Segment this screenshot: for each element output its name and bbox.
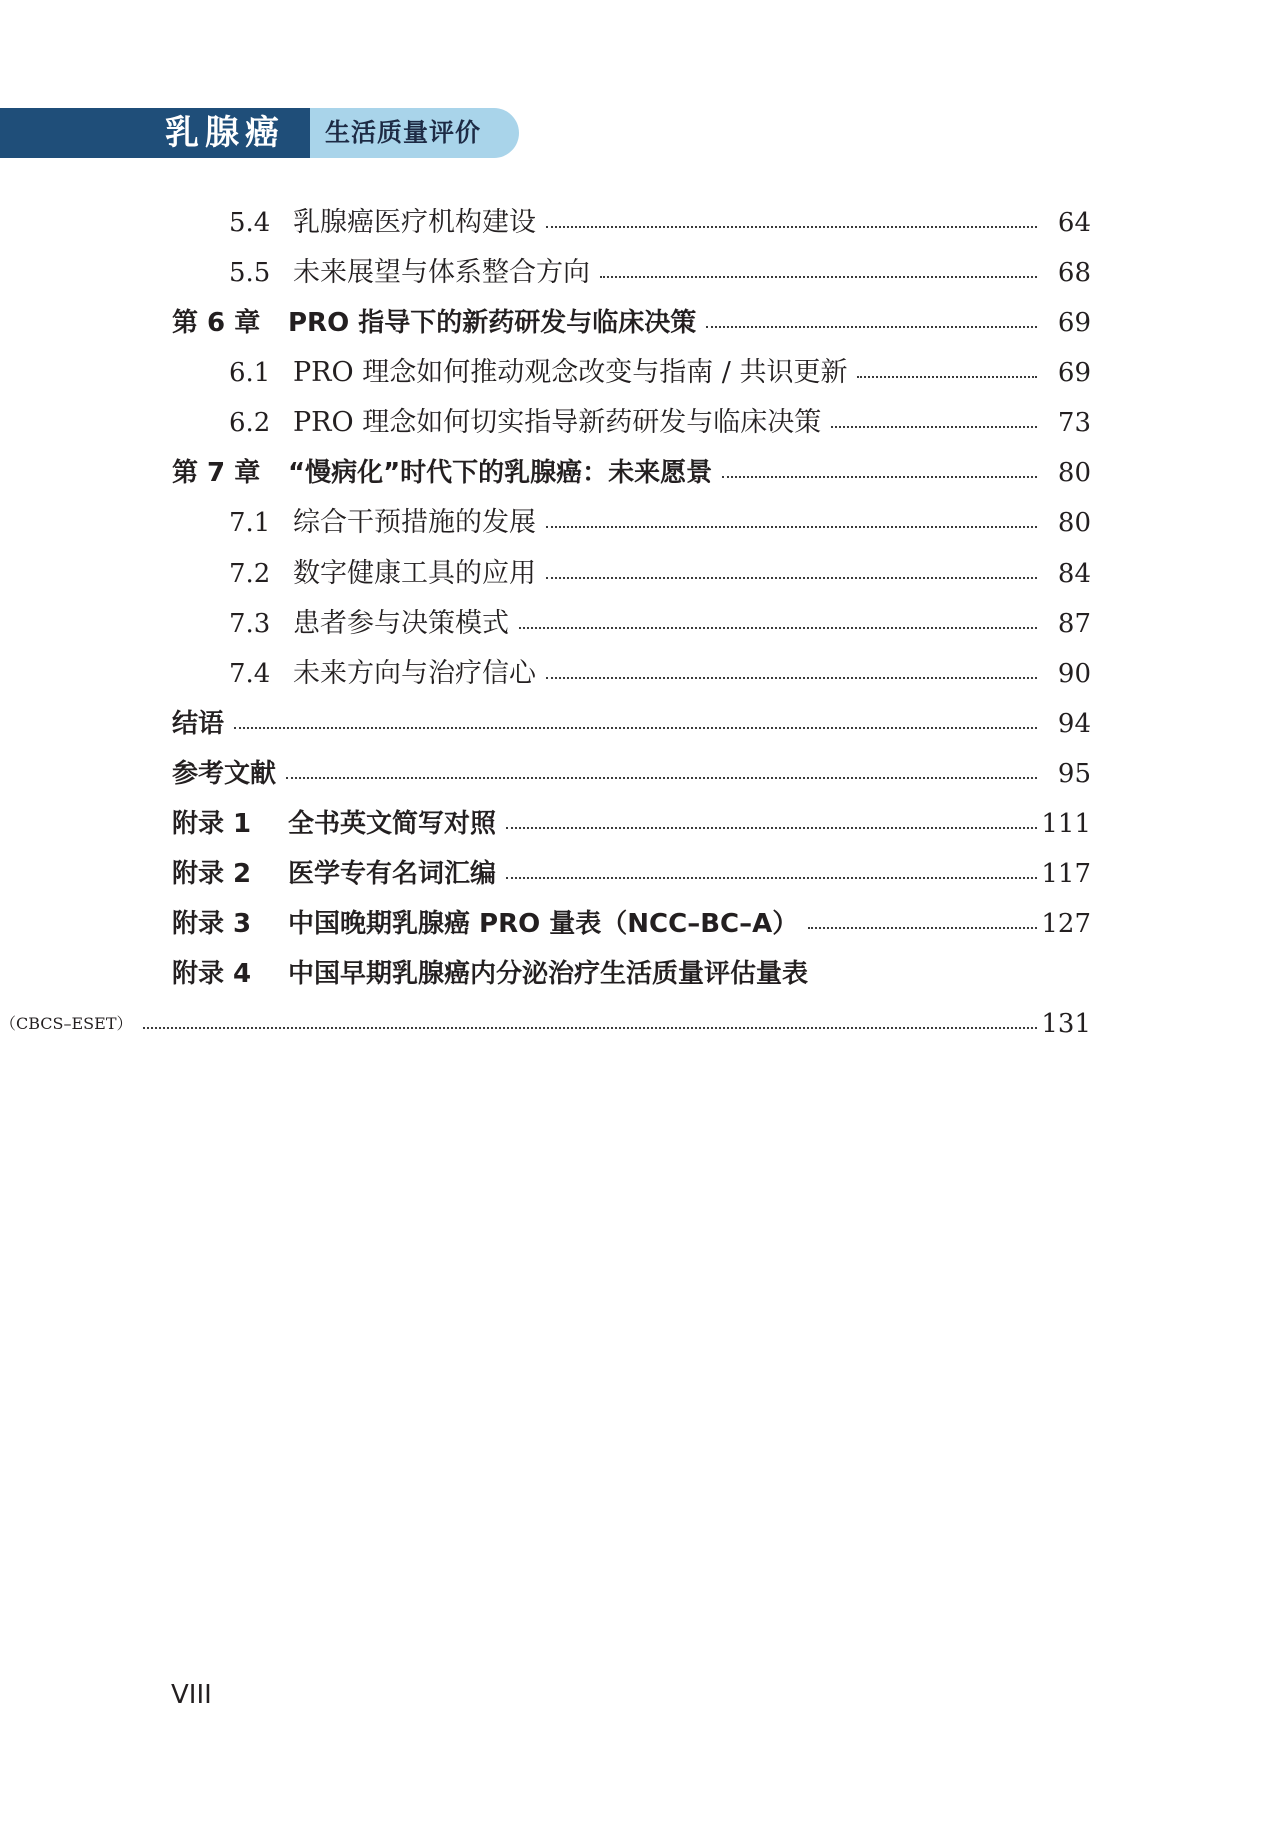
toc-leader-dots	[857, 376, 1037, 378]
toc-entry-page: 117	[1041, 859, 1091, 889]
toc-entry-page: 69	[1057, 308, 1091, 338]
toc-entry	[0, 655, 1280, 693]
toc-entry-page: 90	[1057, 659, 1091, 689]
toc-leader-dots	[286, 777, 1037, 779]
toc-entry	[0, 705, 1280, 743]
toc-entry	[0, 805, 1280, 843]
toc-entry-page: 64	[1057, 208, 1091, 238]
toc-leader-dots	[831, 426, 1037, 428]
toc-entry-title: （CBCS–ESET）	[0, 1014, 133, 1033]
toc-entry	[0, 304, 1280, 342]
toc-entry-number: 5.4	[229, 208, 271, 238]
toc-entry-title: PRO 理念如何切实指导新药研发与临床决策	[293, 407, 822, 438]
toc-entry-title: 全书英文简写对照	[288, 809, 497, 839]
toc-entry-number: 7.4	[229, 659, 271, 689]
toc-entry-title: PRO 理念如何推动观念改变与指南 / 共识更新	[293, 357, 848, 388]
toc-entry	[0, 354, 1280, 392]
toc-leader-dots	[546, 226, 1037, 228]
toc-entry	[0, 504, 1280, 542]
toc-entry-page: 80	[1057, 458, 1091, 488]
toc-entry	[0, 555, 1280, 593]
toc-entry-number: 附录 4	[172, 959, 252, 989]
toc-entry	[0, 855, 1280, 893]
toc-leader-dots	[234, 727, 1037, 729]
toc-entry-page: 69	[1057, 358, 1091, 388]
toc-leader-dots	[143, 1027, 1037, 1029]
toc-entry-number: 7.2	[229, 559, 271, 589]
toc-entry-title: 参考文献	[172, 759, 277, 789]
toc-entry	[0, 454, 1280, 492]
toc-leader-dots	[706, 326, 1037, 328]
toc-entry-page: 68	[1057, 258, 1091, 288]
toc-entry-number: 附录 2	[172, 859, 252, 889]
toc-leader-dots	[600, 276, 1037, 278]
toc-entry-title: 未来展望与体系整合方向	[293, 257, 590, 288]
toc-entry	[0, 1005, 1280, 1043]
toc-leader-dots	[546, 526, 1037, 528]
toc-entry	[0, 204, 1280, 242]
toc-entry-number: 6.2	[229, 408, 271, 438]
toc-entry-title: 乳腺癌医疗机构建设	[293, 207, 536, 238]
toc-entry-page: 111	[1041, 809, 1091, 839]
toc-entry	[0, 905, 1280, 943]
toc-leader-dots	[506, 827, 1037, 829]
toc-entry-number: 第 7 章	[172, 458, 261, 488]
toc-entry-title: “慢病化”时代下的乳腺癌：未来愿景	[288, 458, 713, 488]
toc-entry-title: 中国早期乳腺癌内分泌治疗生活质量评估量表	[288, 959, 809, 989]
toc-entry-page: 80	[1057, 508, 1091, 538]
toc-entry-page: 87	[1057, 609, 1091, 639]
toc-entry-title: 结语	[172, 709, 225, 739]
toc-entry-title: 数字健康工具的应用	[293, 558, 536, 589]
toc-entry-title: 患者参与决策模式	[293, 608, 509, 639]
toc-entry-title: 综合干预措施的发展	[293, 507, 536, 538]
toc-entry-page: 131	[1041, 1009, 1091, 1039]
toc-entry	[0, 955, 1280, 993]
toc-entry-title: 中国晚期乳腺癌 PRO 量表（NCC–BC–A）	[288, 909, 799, 939]
toc-entry-page: 73	[1057, 408, 1091, 438]
running-header-subtitle: 生活质量评价	[325, 118, 482, 147]
toc-entry-number: 6.1	[229, 358, 271, 388]
toc-entry	[0, 254, 1280, 292]
toc-leader-dots	[519, 627, 1037, 629]
toc-entry-title: PRO 指导下的新药研发与临床决策	[288, 308, 697, 338]
running-header-title: 乳腺癌	[165, 113, 285, 153]
toc-entry-number: 5.5	[229, 258, 271, 288]
toc-entry-title: 未来方向与治疗信心	[293, 658, 536, 689]
toc-entry	[0, 605, 1280, 643]
toc-leader-dots	[808, 927, 1037, 929]
toc-entry-title: 医学专有名词汇编	[288, 859, 497, 889]
toc-leader-dots	[546, 677, 1037, 679]
toc-entry-page: 127	[1041, 909, 1091, 939]
toc-entry-page: 84	[1057, 559, 1091, 589]
toc-entry-number: 附录 3	[172, 909, 252, 939]
toc-entry-page: 95	[1057, 759, 1091, 789]
page-number-folio: VIII	[171, 1680, 212, 1710]
toc-entry-page: 94	[1057, 709, 1091, 739]
toc-entry-number: 附录 1	[172, 809, 252, 839]
toc-leader-dots	[506, 877, 1037, 879]
toc-entry	[0, 755, 1280, 793]
toc-leader-dots	[546, 577, 1037, 579]
toc-entry	[0, 404, 1280, 442]
toc-entry-number: 7.3	[229, 609, 271, 639]
toc-entry-number: 7.1	[229, 508, 271, 538]
toc-leader-dots	[722, 476, 1037, 478]
toc-entry-number: 第 6 章	[172, 308, 261, 338]
